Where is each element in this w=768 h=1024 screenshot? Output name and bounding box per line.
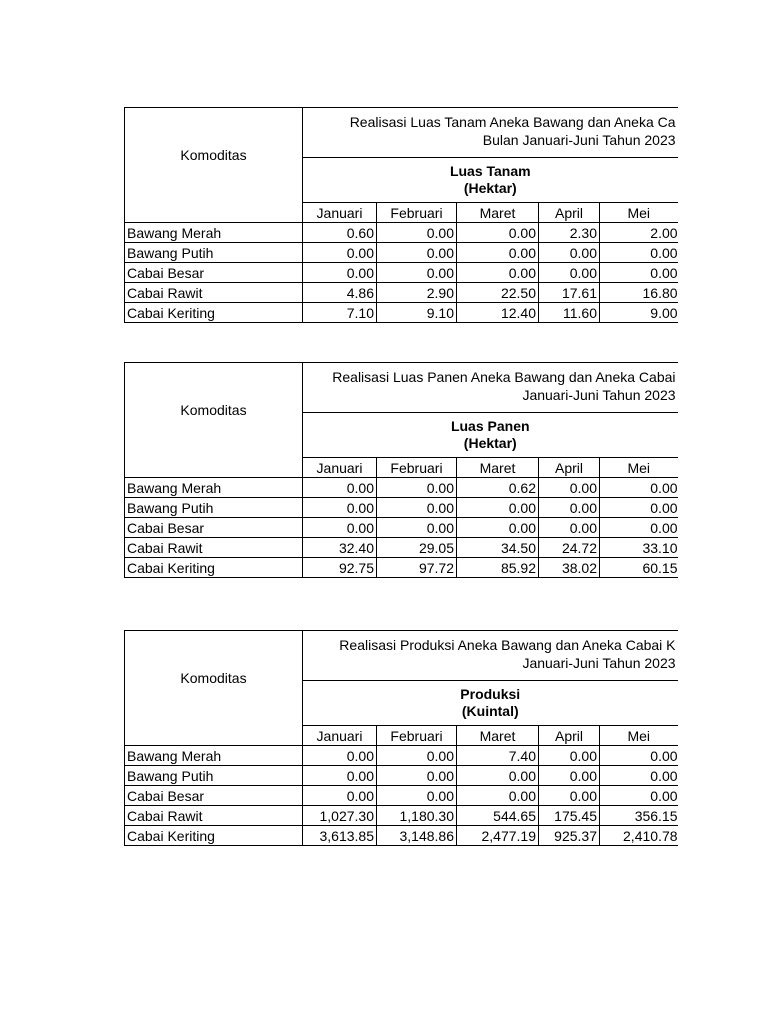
cell-value: 34.50 (457, 538, 539, 558)
unit-header: Luas Panen (Hektar) (303, 413, 678, 458)
cell-value: 0.00 (377, 243, 457, 263)
cell-value: 0.00 (600, 786, 678, 806)
produksi-table (124, 630, 678, 846)
commodity-name: Bawang Putih (125, 498, 303, 518)
cell-value: 0.00 (377, 766, 457, 786)
cell-value: 0.00 (303, 263, 377, 283)
cell-value: 0.00 (303, 243, 377, 263)
cell-value: 544.65 (457, 806, 539, 826)
cell-value: 3,613.85 (303, 826, 377, 846)
month-header: Mei (600, 726, 678, 746)
cell-value: 2.30 (539, 223, 600, 243)
cell-value: 0.00 (457, 766, 539, 786)
cell-value: 9.00 (600, 303, 678, 323)
table-row (125, 263, 678, 283)
table-row (125, 766, 678, 786)
cell-value: 0.00 (457, 223, 539, 243)
cell-value: 0.00 (377, 263, 457, 283)
month-header: April (539, 458, 600, 478)
cell-value: 1,027.30 (303, 806, 377, 826)
table-row (125, 538, 678, 558)
cell-value: 0.00 (377, 478, 457, 498)
cell-value: 33.10 (600, 538, 678, 558)
commodity-name: Cabai Rawit (125, 538, 303, 558)
commodity-name: Cabai Keriting (125, 303, 303, 323)
cell-value: 0.00 (457, 263, 539, 283)
cell-value: 0.00 (303, 478, 377, 498)
cell-value: 0.00 (457, 786, 539, 806)
table-row (125, 478, 678, 498)
cell-value: 97.72 (377, 558, 457, 578)
month-header: Januari (303, 726, 377, 746)
cell-value: 0.00 (457, 498, 539, 518)
cell-value: 0.00 (303, 518, 377, 538)
cell-value: 1,180.30 (377, 806, 457, 826)
table-title: Realisasi Produksi Aneka Bawang dan Aneka Cabai K Januari-Juni Tahun 2023 (303, 631, 678, 681)
komoditas-header: Komoditas (125, 631, 303, 746)
cell-value: 0.00 (303, 766, 377, 786)
commodity-name: Cabai Keriting (125, 826, 303, 846)
month-header: April (539, 203, 600, 223)
month-header: Mei (600, 458, 678, 478)
month-header: Februari (377, 726, 457, 746)
cell-value: 38.02 (539, 558, 600, 578)
table-row (125, 223, 678, 243)
commodity-name: Bawang Merah (125, 478, 303, 498)
table-row (125, 498, 678, 518)
cell-value: 0.00 (377, 786, 457, 806)
cell-value: 4.86 (303, 283, 377, 303)
commodity-name: Cabai Rawit (125, 283, 303, 303)
cell-value: 2.90 (377, 283, 457, 303)
month-header: Mei (600, 203, 678, 223)
month-header: Maret (457, 458, 539, 478)
cell-value: 0.00 (600, 478, 678, 498)
table-row (125, 243, 678, 263)
cell-value: 0.00 (457, 518, 539, 538)
table-row (125, 303, 678, 323)
table-title: Realisasi Luas Tanam Aneka Bawang dan Aneka Ca Bulan Januari-Juni Tahun 2023 (303, 108, 678, 158)
table-row (125, 518, 678, 538)
cell-value: 356.15 (600, 806, 678, 826)
cell-value: 0.00 (539, 786, 600, 806)
commodity-name: Bawang Putih (125, 766, 303, 786)
luas-panen-table (124, 362, 678, 578)
cell-value: 0.00 (539, 518, 600, 538)
cell-value: 85.92 (457, 558, 539, 578)
cell-value: 2,410.78 (600, 826, 678, 846)
unit-header: Luas Tanam (Hektar) (303, 158, 678, 203)
cell-value: 0.00 (303, 786, 377, 806)
table-title: Realisasi Luas Panen Aneka Bawang dan Aneka Cabai Januari-Juni Tahun 2023 (303, 363, 678, 413)
cell-value: 925.37 (539, 826, 600, 846)
commodity-name: Cabai Besar (125, 263, 303, 283)
komoditas-header: Komoditas (125, 108, 303, 223)
month-header: Februari (377, 458, 457, 478)
cell-value: 0.00 (539, 746, 600, 766)
cell-value: 0.00 (539, 478, 600, 498)
month-header: Maret (457, 726, 539, 746)
cell-value: 2.00 (600, 223, 678, 243)
table-row (125, 826, 678, 846)
cell-value: 0.00 (303, 746, 377, 766)
cell-value: 3,148.86 (377, 826, 457, 846)
cell-value: 0.00 (600, 766, 678, 786)
month-header: April (539, 726, 600, 746)
cell-value: 0.00 (600, 518, 678, 538)
cell-value: 0.00 (377, 518, 457, 538)
month-header: Februari (377, 203, 457, 223)
cell-value: 7.10 (303, 303, 377, 323)
table-row (125, 806, 678, 826)
table-row (125, 283, 678, 303)
cell-value: 16.80 (600, 283, 678, 303)
cell-value: 12.40 (457, 303, 539, 323)
cell-value: 29.05 (377, 538, 457, 558)
month-header: Januari (303, 203, 377, 223)
cell-value: 175.45 (539, 806, 600, 826)
cell-value: 60.15 (600, 558, 678, 578)
cell-value: 17.61 (539, 283, 600, 303)
month-header: Januari (303, 458, 377, 478)
cell-value: 0.62 (457, 478, 539, 498)
cell-value: 0.00 (539, 766, 600, 786)
commodity-name: Bawang Merah (125, 223, 303, 243)
table-row (125, 558, 678, 578)
table-row (125, 786, 678, 806)
cell-value: 24.72 (539, 538, 600, 558)
cell-value: 0.00 (539, 498, 600, 518)
table-row (125, 746, 678, 766)
month-header: Maret (457, 203, 539, 223)
cell-value: 11.60 (539, 303, 600, 323)
cell-value: 0.00 (377, 746, 457, 766)
commodity-name: Cabai Besar (125, 518, 303, 538)
cell-value: 0.00 (377, 498, 457, 518)
cell-value: 0.00 (600, 746, 678, 766)
commodity-name: Bawang Merah (125, 746, 303, 766)
cell-value: 0.00 (539, 263, 600, 283)
cell-value: 7.40 (457, 746, 539, 766)
cell-value: 0.00 (600, 498, 678, 518)
commodity-name: Cabai Keriting (125, 558, 303, 578)
cell-value: 9.10 (377, 303, 457, 323)
cell-value: 2,477.19 (457, 826, 539, 846)
cell-value: 0.00 (600, 243, 678, 263)
cell-value: 0.00 (539, 243, 600, 263)
unit-header: Produksi (Kuintal) (303, 681, 678, 726)
cell-value: 0.00 (303, 498, 377, 518)
luas-tanam-table (124, 107, 678, 323)
cell-value: 0.00 (457, 243, 539, 263)
commodity-name: Bawang Putih (125, 243, 303, 263)
cell-value: 0.60 (303, 223, 377, 243)
cell-value: 92.75 (303, 558, 377, 578)
commodity-name: Cabai Rawit (125, 806, 303, 826)
cell-value: 0.00 (600, 263, 678, 283)
commodity-name: Cabai Besar (125, 786, 303, 806)
cell-value: 0.00 (377, 223, 457, 243)
komoditas-header: Komoditas (125, 363, 303, 478)
cell-value: 32.40 (303, 538, 377, 558)
cell-value: 22.50 (457, 283, 539, 303)
